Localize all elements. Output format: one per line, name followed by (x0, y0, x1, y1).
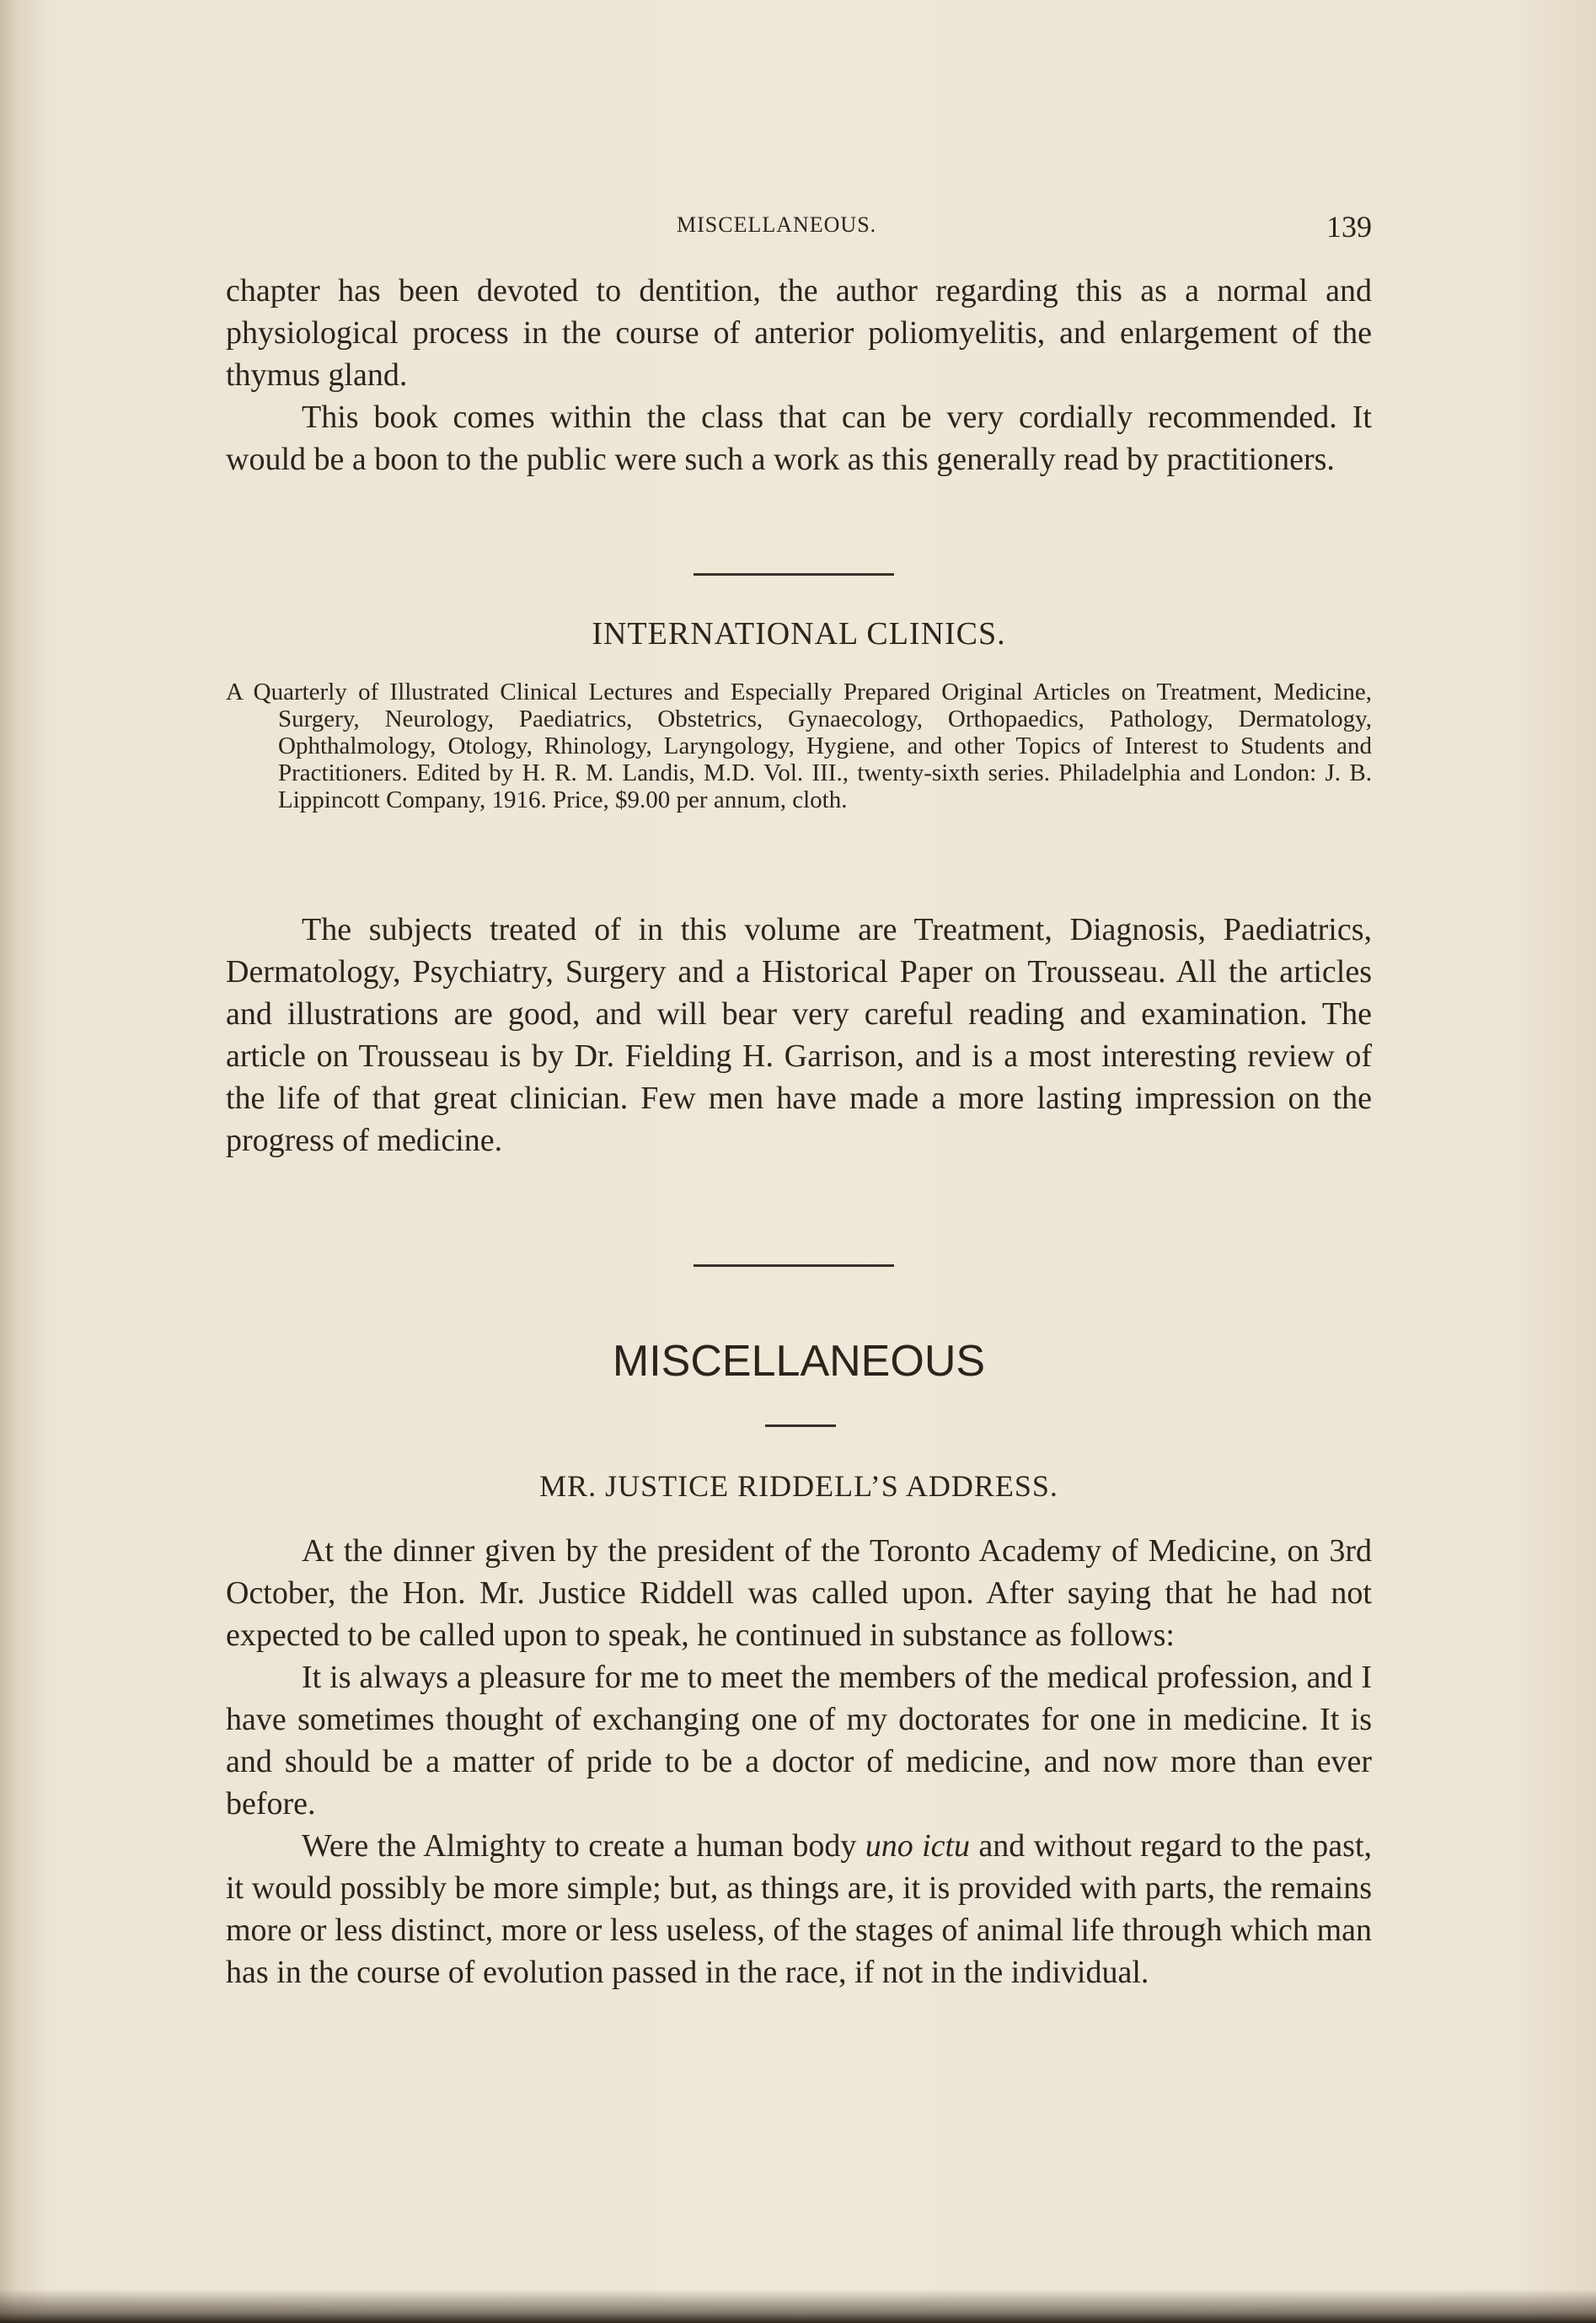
review-continuation (226, 270, 1372, 480)
paragraph-dinner: At the dinner given by the president of the Toronto Academy of Medicine, on 3rd October, the Hon. Mr. Justice Riddell was called upon. After saying that he had not expected to be called upon to speak, he continued in substance as follows: (226, 1533, 1372, 1653)
book-citation: A Quarterly of Illustrated Clinical Lectures and Especially Prepared Original Articles on Treatment, Medicine, Surgery, Neurology, Paediatrics, Obstetrics, Gynaecology, Orthopaedics, Pathology, Dermatology, Ophthalmology, Otology, Rhinology, Laryngology, Hygiene, and other Topics of Interest to Students and Practitioners. Edited by H. R. M. Landis, M.D. Vol. III., twenty-sixth series. Philadelphia and London: J. B. Lippincott Company, 1916. Price, $9.00 per annum, cloth. (226, 679, 1372, 813)
section-divider (694, 1264, 894, 1267)
running-head: MISCELLANEOUS. (677, 212, 877, 237)
review-body (226, 909, 1372, 1162)
paragraph-pleasure: It is always a pleasure for me to meet the members of the medical profession, and I have sometimes thought of exchanging one of my doctorates for one in medicine. It is and should be a matter of pride to be a doctor of medicine, and now more than ever before. (226, 1660, 1372, 1821)
paragraph-text: and without regard to the past, it would possibly be more simple; but, as things are, it is provided with parts, the remains more or less distinct, more or less useless, of the stages of animal life through which man has in the course of evolution passed in the race, if not in the individual. (226, 1828, 1373, 1990)
page-number: 139 (1326, 210, 1372, 244)
article-body (226, 1530, 1372, 1993)
article-heading: MR. JUSTICE RIDDELL’S ADDRESS. (539, 1469, 1058, 1503)
page-bottom-shadow (0, 2289, 1596, 2323)
latin-phrase: uno ictu (865, 1828, 971, 1864)
page-header (226, 209, 1372, 243)
paragraph-recommendation: This book comes within the class that can be very cordially recommended. It would be a boon to the public were such a work as this generally read by practitioners. (226, 400, 1372, 477)
section-divider (694, 573, 894, 576)
review-heading: INTERNATIONAL CLINICS. (592, 616, 1006, 652)
paragraph-text: Were the Almighty to create a human body (302, 1828, 865, 1864)
paragraph-dentition: chapter has been devoted to dentition, the author regarding this as a normal and physiological process in the course of anterior poliomyelitis, and enlargement of the thymus gland. (226, 273, 1372, 393)
section-title: MISCELLANEOUS (612, 1337, 986, 1386)
paragraph-almighty (226, 1825, 1372, 1993)
title-underline (765, 1424, 836, 1427)
paragraph-subjects: The subjects treated of in this volume are Treatment, Diagnosis, Paediatrics, Dermatology, Psychiatry, Surgery and a Historical Paper on Trousseau. All the articles and illustrations are good, and will bear very careful reading and examination. The article on Trousseau is by Dr. Fielding H. Garrison, and is a most interesting review of the life of that great clinician. Few men have made a more lasting impression on the progress of medicine. (226, 912, 1372, 1158)
